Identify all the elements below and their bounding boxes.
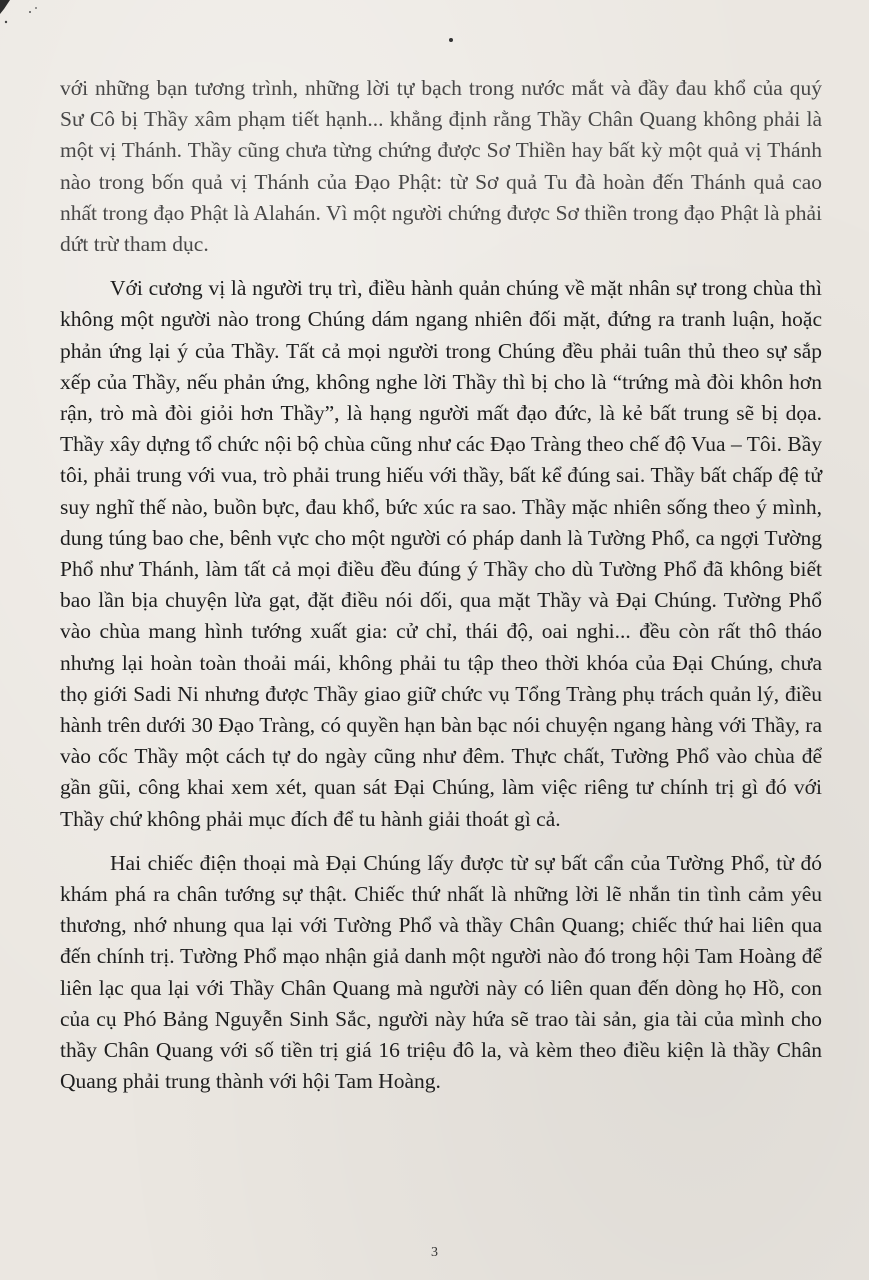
paragraph-abbot-role: Với cương vị là người trụ trì, điều hành quản chúng về mặt nhân sự trong chùa thì không một người nào trong Chúng dám ngang nhiên đối mặt, đứng ra tranh luận, hoặc phản ứng lại ý của Thầy. Tất cả mọi người trong Chúng đều phải tuân thủ theo sự sắp xếp của Thầy, nếu phản ứng, không nghe lời Thầy thì bị cho là “trứng mà đòi khôn hơn rận, trò mà đòi giỏi hơn Thầy”, là hạng người mất đạo đức, là kẻ bất trung sẽ bị dọa. Thầy xây dựng tổ chức nội bộ chùa cũng như các Đạo Tràng theo chế độ Vua – Tôi. Bầy tôi, phải trung với vua, trò phải trung hiếu với thầy, bất kể đúng sai. Thầy bất chấp đệ tử suy nghĩ thế nào, buồn bực, đau khổ, bức xúc ra sao. Thầy mặc nhiên sống theo ý mình, dung túng bao che, bênh vực cho một người có pháp danh là Tường Phổ, ca ngợi Tường Phổ như Thánh, làm tất cả mọi điều đều đúng ý Thầy cho dù Tường Phổ đã không biết bao lần bịa chuyện lừa gạt, đặt điều nói dối, qua mặt Thầy và Đại Chúng. Tường Phổ vào chùa mang hình tướng xuất gia: cử chỉ, thái độ, oai nghi... đều còn rất thô tháo nhưng lại hoàn toàn thoải mái, không phải tu tập theo thời khóa của Đại Chúng, chưa thọ giới Sadi Ni nhưng được Thầy giao giữ chức vụ Tổng Tràng phụ trách quản lý, điều hành trên dưới 30 Đạo Tràng, có quyền hạn bàn bạc nói chuyện ngang hàng với Thầy, ra vào cốc Thầy một cách tự do ngày cũng như đêm. Thực chất, Tường Phổ vào chùa để gần gũi, công khai xem xét, quan sát Đại Chúng, làm việc riêng tư chính trị gì đó với Thầy chứ không phải mục đích để tu hành giải thoát gì cả. — [60, 276, 822, 831]
top-margin-dot — [449, 38, 453, 42]
paragraph-two-phones: Hai chiếc điện thoại mà Đại Chúng lấy được từ sự bất cẩn của Tường Phổ, từ đó khám phá ra chân tướng sự thật. Chiếc thứ nhất là những lời lẽ nhắn tin tình cảm yêu thương, nhớ nhung qua lại với Tường Phổ và thầy Chân Quang; chiếc thứ hai liên qua đến chính trị. Tường Phổ mạo nhận giả danh một người nào đó trong hội Tam Hoàng để liên lạc qua lại với Thầy Chân Quang mà người này có liên quan đến dòng họ Hồ, con của cụ Phó Bảng Nguyễn Sinh Sắc, người này hứa sẽ trao tài sản, gia tài của mình cho thầy Chân Quang với số tiền trị giá 16 triệu đô la, và kèm theo điều kiện là thầy Chân Quang phải trung thành với hội Tam Hoàng. — [60, 850, 822, 1094]
page-number: 3 — [431, 1245, 438, 1260]
document-body — [60, 73, 822, 1098]
paragraph-continuation: với những bạn tương trình, những lời tự bạch trong nước mắt và đầy đau khổ của quý Sư Cô bị Thầy xâm phạm tiết hạnh... khẳng định rằng Thầy Chân Quang không phải là một vị Thánh. Thầy cũng chưa từng chứng được Sơ Thiền hay bất kỳ một quả vị Thánh nào trong bốn quả vị Thánh của Đạo Phật: từ Sơ quả Tu đà hoàn đến Thánh quả cao nhất trong đạo Phật là Alahán. Vì một người chứng được Sơ thiền trong đạo Phật là phải dứt trừ tham dục. — [60, 76, 822, 257]
page-corner-smudge — [0, 0, 70, 50]
